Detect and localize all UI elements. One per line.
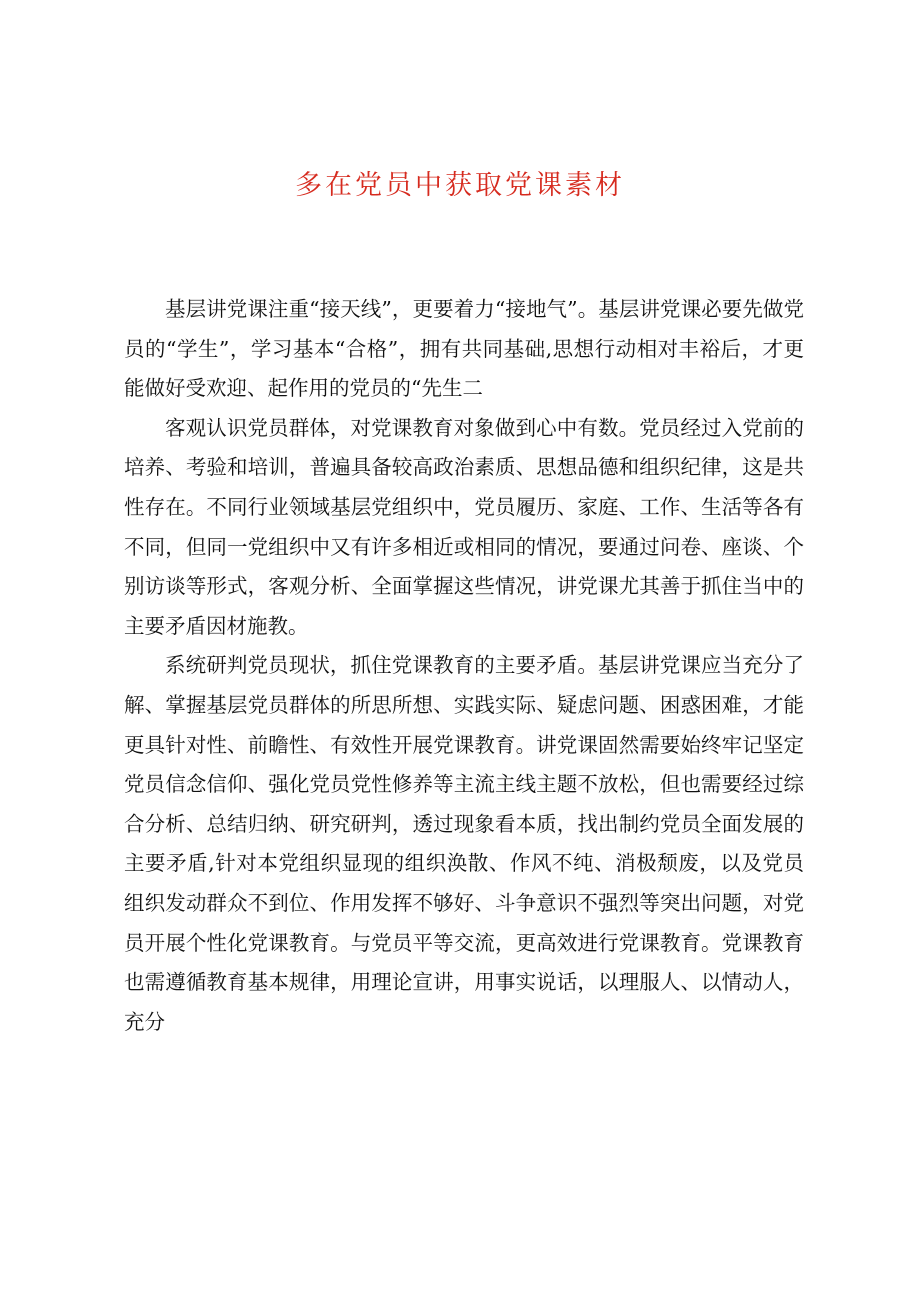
document-body <box>124 290 804 1042</box>
paragraph: 系统研判党员现状，抓住党课教育的主要矛盾。基层讲党课应当充分了解、掌握基层党员群体的所思所想、实践实际、疑虑问题、困惑困难，才能更具针对性、前瞻性、有效性开展党课教育。讲党课固然需要始终牢记坚定党员信念信仰、强化党员党性修养等主流主线主题不放松，但也需要经过综合分析、总结归纳、研究研判，透过现象看本质，找出制约党员全面发展的主要矛盾,针对本党组织显现的组织涣散、作风不纯、消极颓废，以及党员组织发动群众不到位、作用发挥不够好、斗争意识不强烈等突出问题，对党员开展个性化党课教育。与党员平等交流，更高效进行党课教育。党课教育也需遵循教育基本规律，用理论宣讲，用事实说话，以理服人、以情动人，充分 <box>124 653 804 1034</box>
document-title: 多在党员中获取党课素材 <box>295 170 625 201</box>
paragraph: 客观认识党员群体，对党课教育对象做到心中有数。党员经过入党前的培养、考验和培训，普遍具备较高政治素质、思想品德和组织纪律，这是共性存在。不同行业领域基层党组织中，党员履历、家庭、工作、生活等各有不同，但同一党组织中又有许多相近或相同的情况，要通过问卷、座谈、个别访谈等形式，客观分析、全面掌握这些情况，讲党课尤其善于抓住当中的主要矛盾因材施教。 <box>124 415 804 638</box>
paragraph: 基层讲党课注重“接天线”，更要着力“接地气”。基层讲党课必要先做党员的“学生”，学习基本“合格”，拥有共同基础,思想行动相对丰裕后，才更能做好受欢迎、起作用的党员的“先生二 <box>124 297 804 401</box>
